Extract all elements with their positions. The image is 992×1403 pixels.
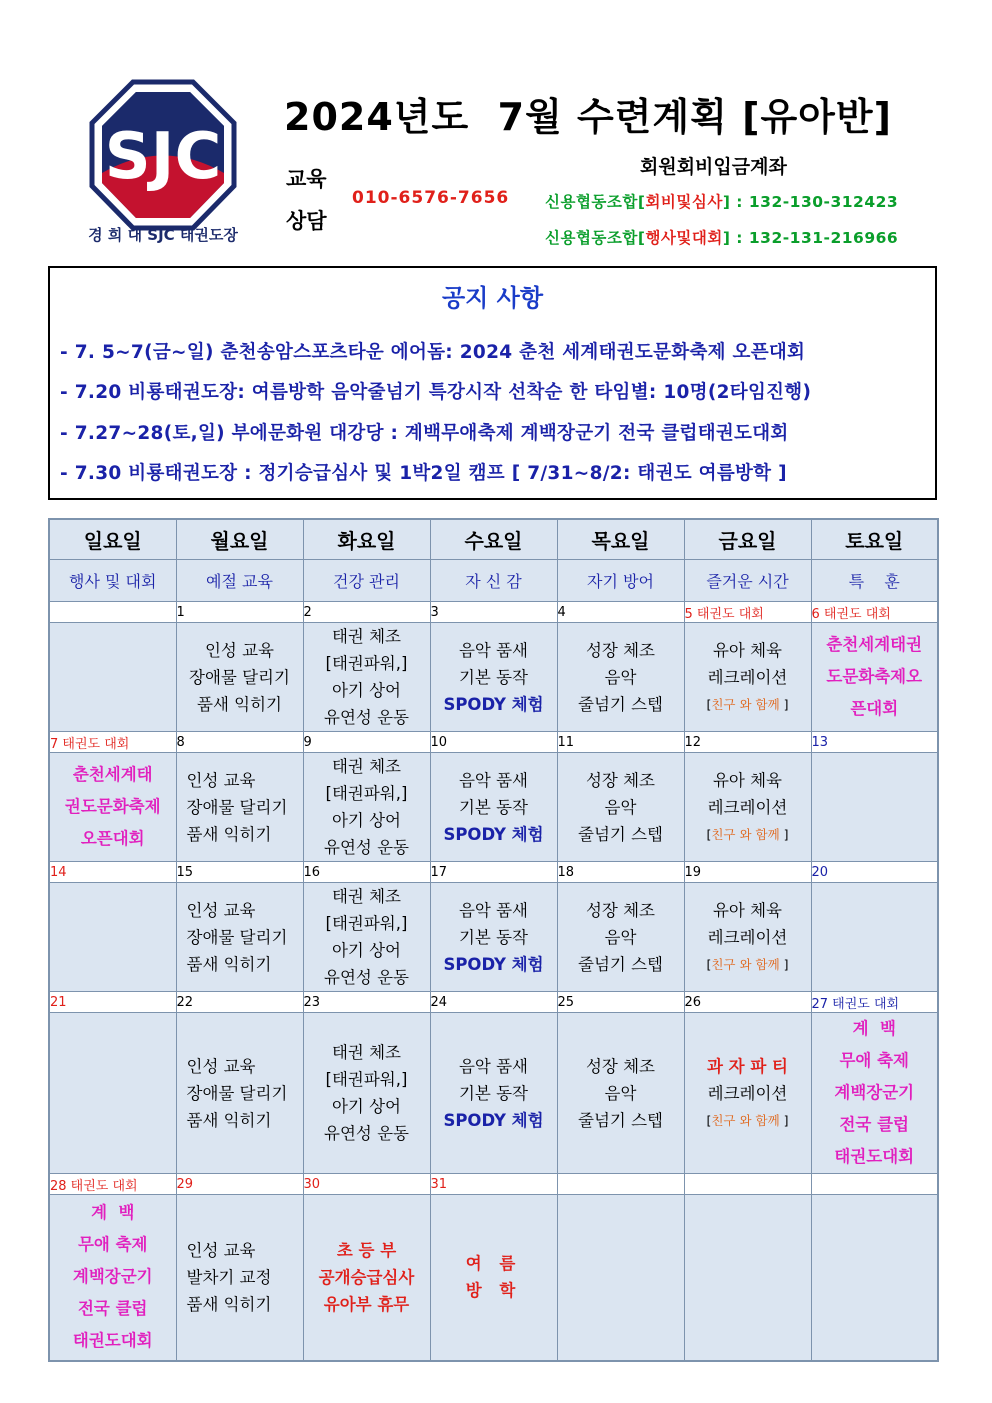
- activity-cell-sun: [49, 753, 176, 862]
- activity-text: 성장 체조: [585, 1056, 655, 1076]
- activity-cell-thu: [557, 1013, 684, 1174]
- activity-text: 줄넘기 스텝: [578, 694, 663, 714]
- activity-cell-sat: [811, 753, 938, 862]
- date-cell: 3: [430, 602, 557, 623]
- activity-text: 줄넘기 스텝: [578, 954, 663, 974]
- activity-text: 품새 익히기: [186, 1294, 272, 1314]
- activity-text: SPODY 체험: [443, 954, 544, 974]
- page-title: 2024년도 7월 수련계획 [유아반]: [284, 95, 892, 139]
- date-cell: 22: [176, 992, 303, 1013]
- activity-row: [49, 623, 938, 732]
- account-2: [545, 226, 898, 248]
- activity-text: 태권 체조: [331, 627, 401, 646]
- date-cell: 21: [49, 992, 176, 1013]
- account-2-kind: 행사및대회: [645, 229, 723, 247]
- activity-text: 음악: [604, 797, 637, 817]
- activity-cell-mon: [176, 623, 303, 732]
- activity-cell-wed: [430, 623, 557, 732]
- activity-text: 품새 익히기: [186, 954, 272, 974]
- date-row: [49, 1174, 938, 1195]
- activity-text: 아기 상어: [331, 941, 401, 960]
- activity-row: [49, 753, 938, 862]
- date-cell: 28 태권도 대회: [49, 1174, 176, 1195]
- activity-text: 유아 체육: [712, 900, 782, 920]
- date-cell: 31: [430, 1174, 557, 1195]
- date-cell: 2: [303, 602, 430, 623]
- vacation-text: 방 학: [465, 1281, 522, 1301]
- activity-text: 줄넘기 스텝: [578, 824, 663, 844]
- date-cell: 13: [811, 732, 938, 753]
- activity-text: 유아 체육: [712, 770, 782, 790]
- notice-title: 공지 사항: [441, 284, 544, 312]
- date-cell: 30: [303, 1174, 430, 1195]
- friend-note: [685, 1107, 811, 1134]
- date-cell: 15: [176, 862, 303, 883]
- date-cell: [811, 992, 938, 1013]
- consult-label-1: 교육: [286, 167, 327, 191]
- activity-cell-mon: [176, 753, 303, 862]
- event-text: 권도문화축제: [64, 797, 161, 816]
- activity-text: 아기 상어: [331, 681, 401, 700]
- activity-text: 품새 익히기: [197, 694, 282, 714]
- weekday-tue: 화요일: [303, 519, 430, 560]
- theme-mon: 예절 교육: [176, 560, 303, 602]
- activity-text: 인성 교육: [186, 770, 256, 790]
- date-cell: 29: [176, 1174, 303, 1195]
- activity-text: 태권 체조: [331, 757, 401, 776]
- bracket: [: [706, 826, 712, 842]
- date-cell: 19: [684, 862, 811, 883]
- activity-text: SPODY 체험: [443, 824, 544, 844]
- activity-text: [태권파워,]: [325, 654, 408, 673]
- bracket: ]: [779, 696, 789, 712]
- activity-text: 아기 상어: [331, 1097, 401, 1116]
- activity-text: 인성 교육: [186, 1056, 256, 1076]
- date-cell: 5 태권도 대회: [684, 602, 811, 623]
- date-cell: 16: [303, 862, 430, 883]
- activity-text: 인성 교육: [186, 900, 256, 920]
- event-text: 픈대회: [850, 699, 899, 718]
- notice-box: [48, 266, 937, 500]
- vacation-text: 여 름: [465, 1254, 522, 1274]
- theme-sat: 특 훈: [811, 560, 938, 602]
- weekday-sun: 일요일: [49, 519, 176, 560]
- event-text: 계 백: [852, 1019, 896, 1038]
- theme-tue: 건강 관리: [303, 560, 430, 602]
- activity-text: 기본 동작: [458, 927, 528, 947]
- event-text: 계백장군기: [834, 1083, 915, 1102]
- bracket: [: [706, 696, 712, 712]
- consult-label-2: 상담: [286, 209, 327, 233]
- activity-text: 음악: [604, 667, 637, 687]
- activity-text: 장애물 달리기: [186, 927, 288, 947]
- account-1-bank: 신용협동조합[: [545, 193, 646, 211]
- date-cell: 20: [811, 862, 938, 883]
- activity-cell-sun: [49, 1013, 176, 1174]
- event-text: 오픈대회: [80, 829, 145, 848]
- activity-cell-mon: [176, 1195, 303, 1361]
- activity-text: 공개승급심사: [318, 1267, 415, 1287]
- activity-text: 레크레이션: [707, 1083, 788, 1103]
- logo-initials: SJC: [104, 120, 222, 194]
- activity-text: 레크레이션: [707, 667, 788, 687]
- theme-sun: 행사 및 대회: [49, 560, 176, 602]
- date-cell: 24: [430, 992, 557, 1013]
- account-title: 회원회비입금계좌: [640, 156, 787, 178]
- date-cell: [811, 1174, 938, 1195]
- activity-text: 음악 품새: [458, 1056, 528, 1076]
- activity-text: 줄넘기 스텝: [578, 1110, 663, 1130]
- activity-cell-tue: [303, 623, 430, 732]
- activity-text: 음악 품새: [458, 770, 528, 790]
- date-cell: 8: [176, 732, 303, 753]
- bracket: ]: [779, 826, 789, 842]
- date-row: [49, 602, 938, 623]
- activity-text: 기본 동작: [458, 797, 528, 817]
- activity-text: 기본 동작: [458, 667, 528, 687]
- weekday-header-row: [49, 519, 938, 560]
- activity-text: 음악: [604, 1083, 637, 1103]
- bracket: ]: [779, 1112, 789, 1128]
- logo-arc-text: 경 희 대 SJC 태권도장: [88, 226, 238, 243]
- date-cell: 11: [557, 732, 684, 753]
- notice-line: - 7.30 비룡태권도장 : 정기승급심사 및 1박2일 캠프 [ 7/31~8/2: 태권도 여름방학 ]: [60, 463, 787, 484]
- activity-text: 레크레이션: [707, 927, 788, 947]
- date-cell: 14: [49, 862, 176, 883]
- activity-row: [49, 883, 938, 992]
- date-cell: 1: [176, 602, 303, 623]
- event-text: 도문화축제오: [826, 667, 923, 686]
- date-row: [49, 732, 938, 753]
- event-text: 무애 축제: [77, 1235, 148, 1255]
- activity-text: 초 등 부: [336, 1240, 397, 1260]
- activity-text: 유아 체육: [712, 640, 782, 660]
- activity-text: 인성 교육: [186, 1240, 256, 1260]
- friend-note: [685, 821, 811, 848]
- event-text: 계백장군기: [72, 1267, 153, 1287]
- activity-text: 성장 체조: [585, 770, 655, 790]
- activity-cell-sat: [811, 1195, 938, 1361]
- event-text: 태권도대회: [72, 1331, 153, 1351]
- activity-text: 기본 동작: [458, 1083, 528, 1103]
- activity-text: 성장 체조: [585, 900, 655, 920]
- activity-text: SPODY 체험: [443, 694, 544, 714]
- activity-cell-wed: [430, 1195, 557, 1361]
- activity-text: 유연성 운동: [324, 968, 409, 987]
- date-row: [49, 862, 938, 883]
- date-text: 27 태권도 대회: [811, 996, 900, 1012]
- notice-line: - 7.20 비룡태권도장: 여름방학 음악줄넘기 특강시작 선착순 한 타임별: 10명(2타임진행): [60, 382, 812, 403]
- activity-cell-sat: [811, 1013, 938, 1174]
- theme-thu: 자기 방어: [557, 560, 684, 602]
- friend-text: 친구 와 함께: [711, 956, 780, 972]
- date-cell: 10: [430, 732, 557, 753]
- account-2-number: ] : 132-131-216966: [722, 229, 899, 247]
- activity-cell-wed: [430, 883, 557, 992]
- activity-cell-fri: [684, 623, 811, 732]
- friend-note: [685, 691, 811, 718]
- activity-cell-mon: [176, 883, 303, 992]
- friend-note: [685, 951, 811, 978]
- event-text: 춘천세계태: [72, 765, 153, 784]
- activity-text: 장애물 달리기: [186, 1083, 288, 1103]
- activity-text: 아기 상어: [331, 811, 401, 830]
- bracket: ]: [779, 956, 789, 972]
- activity-text: 유연성 운동: [324, 838, 409, 857]
- date-cell: 12: [684, 732, 811, 753]
- event-text: 전국 클럽: [77, 1299, 148, 1319]
- weekday-fri: 금요일: [684, 519, 811, 560]
- account-2-bank: 신용협동조합[: [545, 229, 646, 247]
- activity-text: [태권파워,]: [325, 784, 408, 803]
- notice-line: - 7. 5~7(금~일) 춘천송암스포츠타운 에어돔: 2024 춘천 세계태권도문화축제 오픈대회: [60, 342, 806, 363]
- activity-text: 장애물 달리기: [189, 667, 290, 687]
- notice-line: - 7.27~28(토,일) 부에문화원 대강당 : 계백무애축제 계백장군기 전국 클럽태권도대회: [60, 423, 789, 444]
- date-cell: 17: [430, 862, 557, 883]
- activity-text: 인성 교육: [204, 640, 274, 660]
- account-1: [545, 190, 898, 212]
- date-cell: [684, 1174, 811, 1195]
- date-cell: 9: [303, 732, 430, 753]
- friend-text: 친구 와 함께: [711, 826, 780, 842]
- activity-text: 음악: [604, 927, 637, 947]
- activity-text: SPODY 체험: [443, 1110, 544, 1130]
- activity-cell-tue: [303, 883, 430, 992]
- activity-cell-sun: [49, 883, 176, 992]
- event-text: 전국 클럽: [839, 1115, 909, 1134]
- weekday-thu: 목요일: [557, 519, 684, 560]
- theme-row: [49, 560, 938, 602]
- date-cell: 18: [557, 862, 684, 883]
- activity-text: 성장 체조: [585, 640, 655, 660]
- activity-cell-fri: [684, 753, 811, 862]
- theme-fri: 즐거운 시간: [684, 560, 811, 602]
- event-text: 계 백: [91, 1203, 135, 1223]
- date-cell: 4: [557, 602, 684, 623]
- theme-wed: 자 신 감: [430, 560, 557, 602]
- bracket: [: [706, 1112, 712, 1128]
- activity-text: 태권 체조: [331, 887, 401, 906]
- date-cell: 7 태권도 대회: [49, 732, 176, 753]
- activity-cell-wed: [430, 753, 557, 862]
- activity-text: 음악 품새: [458, 900, 528, 920]
- activity-cell-sat: [811, 623, 938, 732]
- activity-row: [49, 1195, 938, 1361]
- activity-text: 태권 체조: [331, 1043, 401, 1062]
- activity-cell-wed: [430, 1013, 557, 1174]
- activity-text: 유연성 운동: [324, 708, 409, 727]
- date-cell: 6 태권도 대회: [811, 602, 938, 623]
- date-cell: 25: [557, 992, 684, 1013]
- activity-cell-tue: [303, 753, 430, 862]
- date-cell: 23: [303, 992, 430, 1013]
- event-text: 태권도대회: [834, 1147, 915, 1166]
- date-cell: [49, 602, 176, 623]
- activity-text: 음악 품새: [458, 640, 528, 660]
- activity-text: 품새 익히기: [186, 824, 272, 844]
- weekday-wed: 수요일: [430, 519, 557, 560]
- account-1-number: ] : 132-130-312423: [722, 193, 899, 211]
- event-text: 무애 축제: [839, 1051, 909, 1070]
- activity-cell-fri: [684, 1013, 811, 1174]
- bracket: [: [706, 956, 712, 972]
- activity-cell-thu: [557, 753, 684, 862]
- activity-text: 유아부 휴무: [323, 1294, 410, 1314]
- party-text: 과 자 파 티: [707, 1056, 788, 1076]
- date-cell: 26: [684, 992, 811, 1013]
- activity-text: [태권파워,]: [325, 1070, 408, 1089]
- activity-cell-mon: [176, 1013, 303, 1174]
- activity-cell-tue: [303, 1013, 430, 1174]
- friend-text: 친구 와 함께: [711, 696, 780, 712]
- activity-cell-fri: [684, 1195, 811, 1361]
- activity-cell-sun: [49, 1195, 176, 1361]
- date-row: [49, 992, 938, 1013]
- weekday-mon: 월요일: [176, 519, 303, 560]
- activity-cell-sat: [811, 883, 938, 992]
- activity-text: 발차기 교정: [186, 1267, 272, 1287]
- activity-text: 품새 익히기: [186, 1110, 272, 1130]
- activity-cell-thu: [557, 1195, 684, 1361]
- friend-text: 친구 와 함께: [711, 1112, 780, 1128]
- activity-text: 장애물 달리기: [186, 797, 288, 817]
- activity-text: 레크레이션: [707, 797, 788, 817]
- phone-number: 010-6576-7656: [352, 188, 510, 208]
- calendar-table: [48, 518, 939, 1362]
- activity-cell-tue: [303, 1195, 430, 1361]
- weekday-sat: 토요일: [811, 519, 938, 560]
- activity-text: [태권파워,]: [325, 914, 408, 933]
- sjc-logo: [88, 78, 238, 243]
- activity-cell-thu: [557, 623, 684, 732]
- activity-cell-thu: [557, 883, 684, 992]
- activity-cell-fri: [684, 883, 811, 992]
- account-1-kind: 회비및심사: [645, 193, 723, 211]
- activity-text: 유연성 운동: [324, 1124, 409, 1143]
- event-text: 춘천세계태권: [826, 635, 923, 654]
- activity-row: [49, 1013, 938, 1174]
- activity-cell-sun: [49, 623, 176, 732]
- date-cell: [557, 1174, 684, 1195]
